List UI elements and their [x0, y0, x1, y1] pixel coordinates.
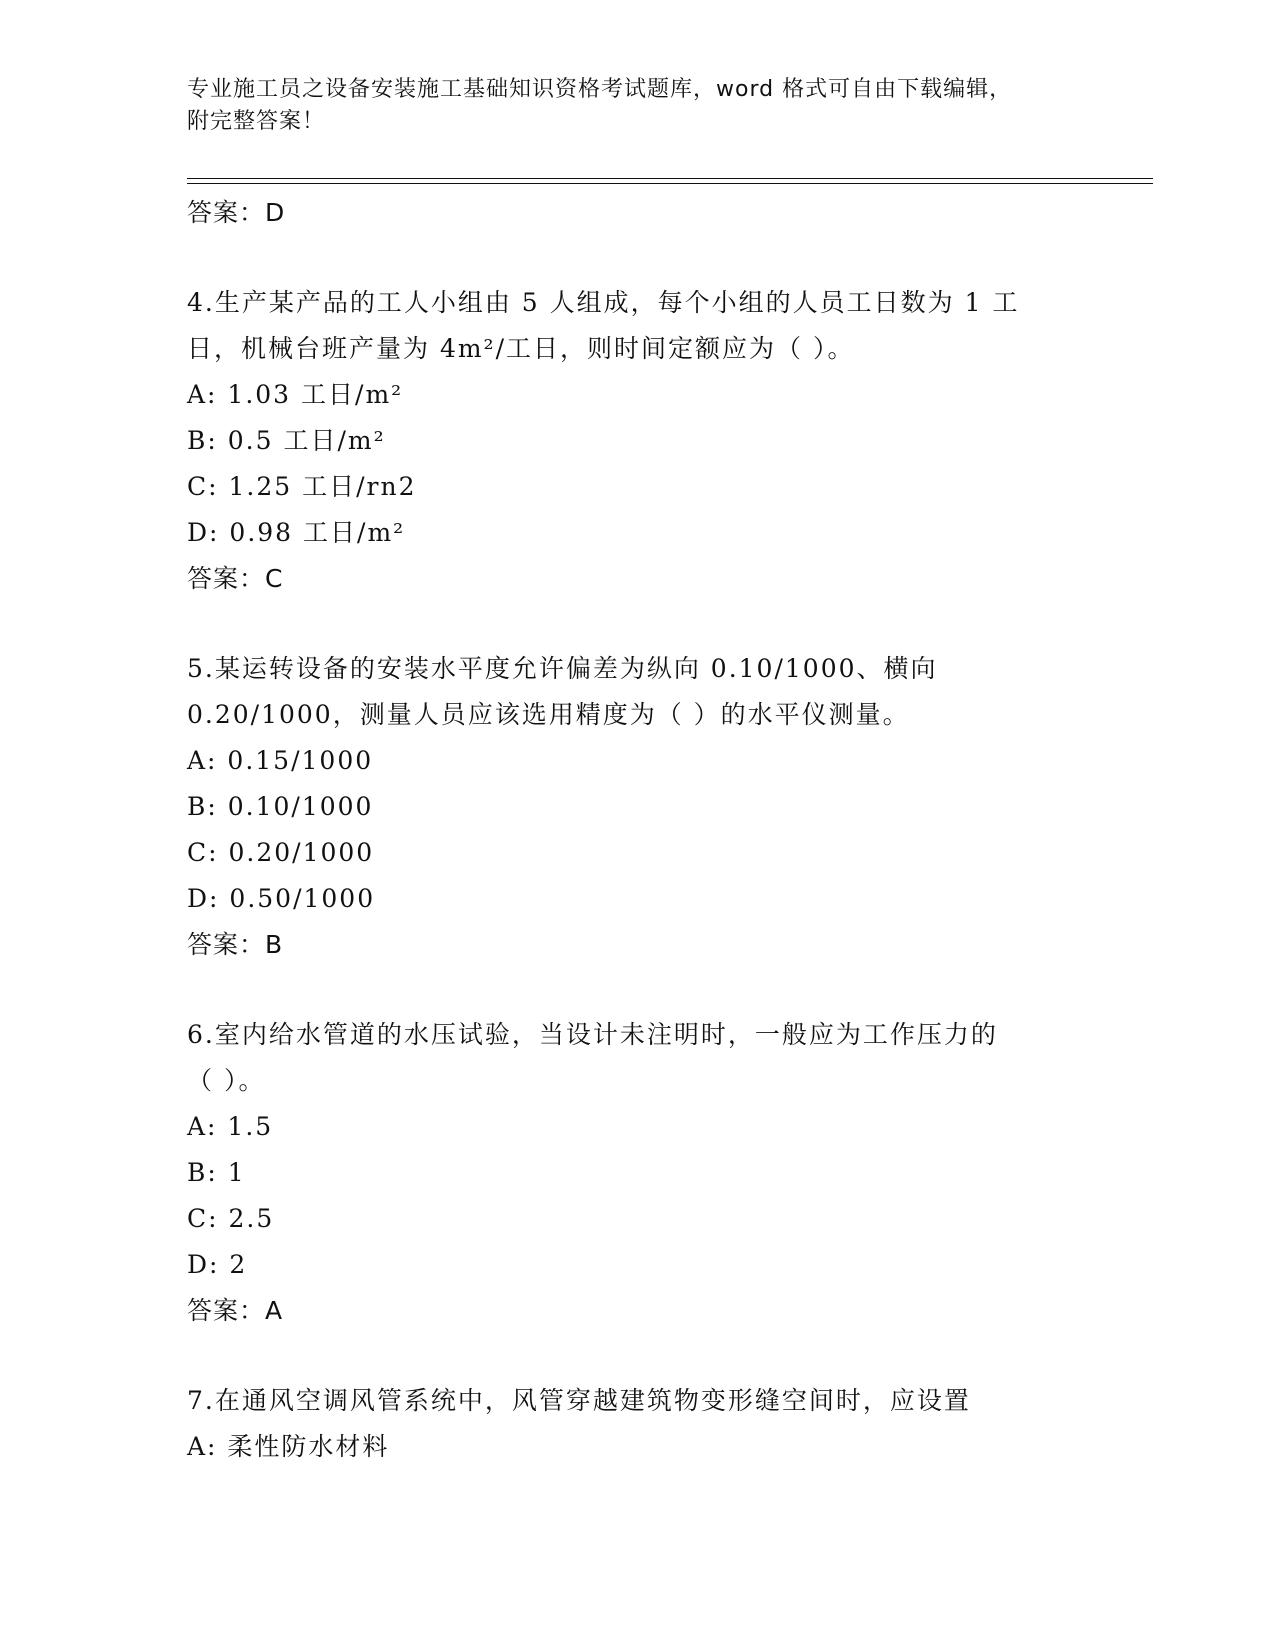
question-4-option-d: D: 0.98 工日/m²: [187, 518, 406, 547]
question-6-answer: 答案：A: [187, 1296, 284, 1325]
document-header: [187, 74, 1087, 138]
question-7-text-line-1: 7.在通风空调风管系统中，风管穿越建筑物变形缝空间时，应设置: [187, 1386, 971, 1415]
header-rule-bottom: [187, 183, 1153, 184]
question-6-option-b: B: 1: [187, 1158, 246, 1187]
question-5-option-d: D: 0.50/1000: [187, 884, 376, 913]
question-5-option-c: C: 0.20/1000: [187, 838, 375, 867]
question-5-text-line-2: 0.20/1000，测量人员应该选用精度为（ ）的水平仪测量。: [187, 700, 910, 729]
question-4-text-line-1: 4.生产某产品的工人小组由 5 人组成，每个小组的人员工日数为 1 工: [187, 288, 1020, 317]
header-line-1: 专业施工员之设备安装施工基础知识资格考试题库，word 格式可自由下载编辑，: [187, 77, 1013, 102]
question-6-text-line-1: 6.室内给水管道的水压试验，当设计未注明时，一般应为工作压力的: [187, 1020, 998, 1049]
question-5-text-line-1: 5.某运转设备的安装水平度允许偏差为纵向 0.10/1000、横向: [187, 654, 938, 683]
question-4-option-b: B: 0.5 工日/m²: [187, 426, 386, 455]
header-line-2: 附完整答案！: [187, 109, 326, 134]
question-6-text-line-2: （ ）。: [187, 1066, 266, 1095]
question-6-option-d: D: 2: [187, 1250, 248, 1279]
question-5-option-a: A: 0.15/1000: [187, 746, 374, 775]
question-4-option-a: A: 1.03 工日/m²: [187, 380, 404, 409]
question-4-answer: 答案：C: [187, 564, 284, 593]
question-content: [187, 190, 1087, 1470]
question-7-option-a: A: 柔性防水材料: [187, 1432, 390, 1461]
question-6: [187, 1012, 1087, 1334]
header-rule-top: [187, 178, 1153, 179]
question-5-option-b: B: 0.10/1000: [187, 792, 374, 821]
question-7: [187, 1378, 1087, 1470]
question-4: [187, 280, 1087, 602]
question-5: [187, 646, 1087, 968]
previous-answer: 答案：D: [187, 198, 286, 227]
question-5-answer: 答案：B: [187, 930, 284, 959]
question-6-option-a: A: 1.5: [187, 1112, 274, 1141]
question-6-option-c: C: 2.5: [187, 1204, 275, 1233]
question-4-option-c: C: 1.25 工日/rn2: [187, 472, 417, 501]
question-4-text-line-2: 日，机械台班产量为 4m²/工日，则时间定额应为（ ）。: [187, 334, 855, 363]
